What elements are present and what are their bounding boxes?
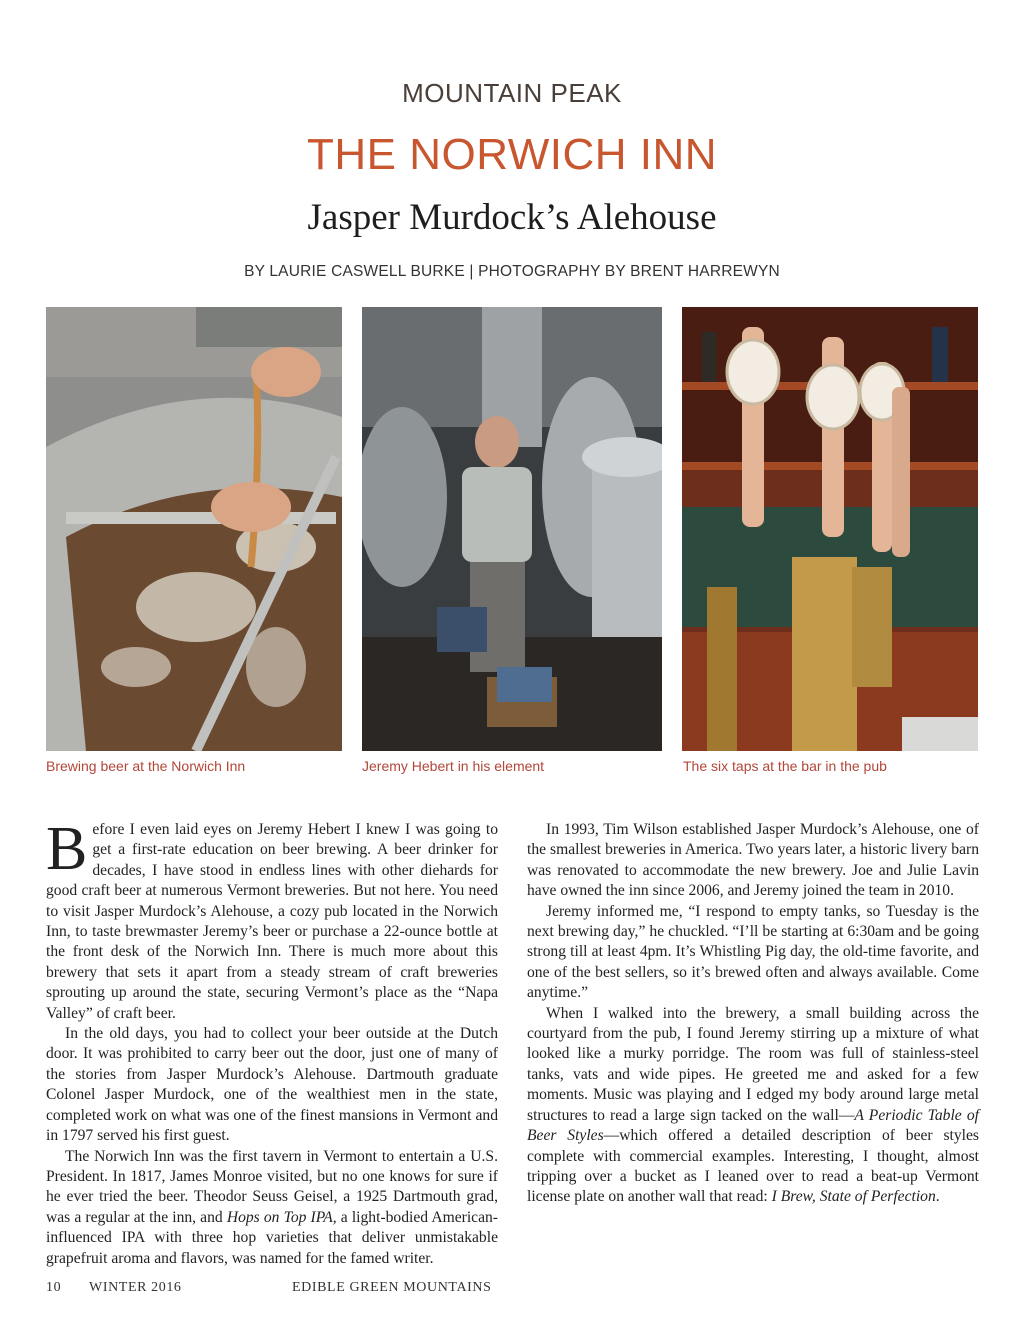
article-paragraph: The Norwich Inn was the first tavern in Vermont to entertain a U.S. President. In 1817, James Monroe visited, but no one knows for sure if he ever tried the beer. Theodor Seuss Geisel, a 1925 Dartmouth grad, was a regular at the inn, and Hops on Top IPA, a light-bodied American-influenced IPA with three hop varieties that deliver unmistakable grapefruit aroma and flavors, was named for the famed writer. — [46, 1147, 499, 1267]
article-paragraph: Before I even laid eyes on Jeremy Hebert I knew I was going to get a first-rate education on beer brewing. A beer drinker for decades, I have stood in endless lines with other diehards for good craft beer at numerous Vermont breweries. But not here. You need to visit Jasper Murdock’s Alehouse, a cozy pub located in the Norwich Inn, to taste brewmaster Jeremy’s beer or purchase a 22-ounce bottle at the front desk of the Norwich Inn. There is much more about this brewery that sets it apart from a steady stream of craft breweries sprouting up around the state, securing Vermont’s place as the “Napa Valley” of craft beer. — [46, 815, 498, 1022]
issue-label: WINTER 2016 — [89, 1280, 182, 1295]
photo-caption-2: Jeremy Hebert in his element — [362, 758, 545, 774]
article-paragraph: In 1993, Tim Wilson established Jasper Murdock’s Alehouse, one of the smallest breweries in America. Two years later, a historic livery barn was renovated to accommodate the new brewery. Joe and Julie Lavin have owned the inn since 2006, and Jeremy joined the team in 2010. — [527, 821, 979, 900]
beer-name: Hops on Top IPA, — [226, 1208, 337, 1226]
article-column-right — [527, 820, 979, 1208]
article-paragraph: Jeremy informed me, “I respond to empty tanks, so Tuesday is the next brewing day,” he chuckled. “I’ll be starting at 6:30am and be going strong till at least 4pm. It’s Whistling Pig day, the old-time favorite, and one of the best sellers, so it’s brewed often and always available. Come anytime.” — [527, 902, 979, 1002]
photo-bar-taps — [682, 307, 978, 751]
photo-brewing-kettle — [46, 307, 342, 751]
drop-cap: B — [46, 815, 88, 883]
byline: BY LAURIE CASWELL BURKE | PHOTOGRAPHY BY BRENT HARREWYN — [244, 263, 780, 280]
article-subtitle: Jasper Murdock’s Alehouse — [307, 197, 717, 238]
license-plate-text: I Brew, State of Perfection — [771, 1188, 936, 1206]
photo-brewer — [362, 307, 662, 751]
section-label: MOUNTAIN PEAK — [402, 78, 622, 108]
article-column-left — [46, 815, 499, 1269]
article-title: THE NORWICH INN — [306, 130, 717, 179]
photo-caption-3: The six taps at the bar in the pub — [683, 758, 887, 774]
article-paragraph: When I walked into the brewery, a small building across the courtyard from the pub, I found Jeremy stirring up a mixture of what looked like a murky porridge. The room was full of stainless-steel tanks, vats and wide pipes. He greeted me and asked for a few moments. Music was playing and I edged my body around large metal structures to read a large sign tacked on the wall—A Periodic Table of Beer Styles—which offered a detailed description of beer styles complete with commercial examples. Interesting, I thought, almost tripping over a bucket as I leaned over to read a beat-up Vermont license plate on another wall that read: I Brew, State of Perfection. — [527, 1004, 979, 1206]
article-paragraph: In the old days, you had to collect your beer outside at the Dutch door. It was prohibited to carry beer out the door, just one of many of the stories from Jasper Murdock’s Alehouse. Dartmouth graduate Colonel Jasper Murdock, one of the wealthiest men in the state, completed work on what was one of the finest mansions in Vermont and in 1797 served his first guest. — [46, 1025, 498, 1145]
page-number: 10 — [46, 1280, 62, 1295]
photo-caption-1: Brewing beer at the Norwich Inn — [46, 758, 246, 774]
sign-title: A Periodic Table of Beer Styles — [527, 1106, 979, 1145]
publication-name: EDIBLE GREEN MOUNTAINS — [292, 1280, 492, 1295]
